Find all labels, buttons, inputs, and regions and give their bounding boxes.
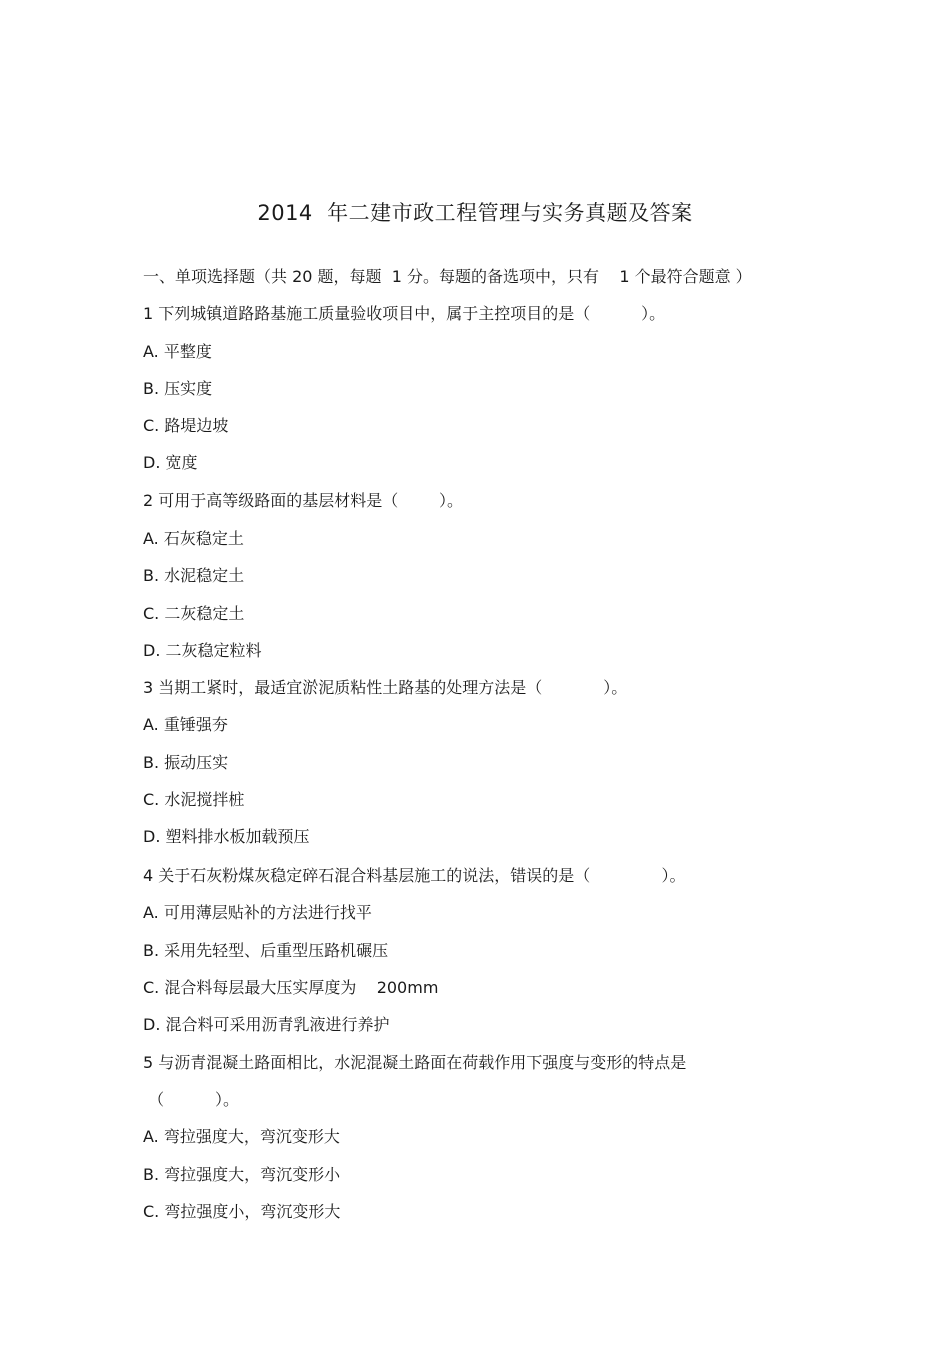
question-5-option-a: A. 弯拉强度大，弯沉变形大 [143, 1127, 340, 1146]
question-5-stem-continued: （ ）。 [143, 1090, 239, 1109]
question-4-option-a: A. 可用薄层贴补的方法进行找平 [143, 903, 372, 922]
question-2-option-a: A. 石灰稳定土 [143, 529, 244, 548]
question-5-stem: 5 与沥青混凝土路面相比，水泥混凝土路面在荷载作用下强度与变形的特点是 [143, 1053, 687, 1072]
question-2-option-b: B. 水泥稳定土 [143, 566, 245, 585]
section-heading: 一、单项选择题（共 20 题，每题 1 分。每题的备选项中，只有 1 个最符合题意 ） [143, 267, 752, 286]
question-3-option-b: B. 振动压实 [143, 753, 229, 772]
question-4-option-b: B. 采用先轻型、后重型压路机碾压 [143, 941, 389, 960]
question-3-option-d: D. 塑料排水板加载预压 [143, 827, 310, 846]
document-title: 2014 年二建市政工程管理与实务真题及答案 [257, 201, 693, 225]
question-3-option-a: A. 重锤强夯 [143, 715, 228, 734]
question-5-option-b: B. 弯拉强度大，弯沉变形小 [143, 1165, 341, 1184]
question-1-stem: 1 下列城镇道路路基施工质量验收项目中，属于主控项目的是（ ）。 [143, 304, 666, 323]
question-1-option-a: A. 平整度 [143, 342, 212, 361]
question-1-option-c: C. 路堤边坡 [143, 416, 229, 435]
question-4-stem: 4 关于石灰粉煤灰稳定碎石混合料基层施工的说法，错误的是（ ）。 [143, 866, 686, 885]
question-3-option-c: C. 水泥搅拌桩 [143, 790, 245, 809]
question-1-option-d: D. 宽度 [143, 453, 198, 472]
question-4-option-c: C. 混合料每层最大压实厚度为 200mm [143, 978, 439, 997]
question-5-option-c: C. 弯拉强度小，弯沉变形大 [143, 1202, 341, 1221]
question-1-option-b: B. 压实度 [143, 379, 213, 398]
question-4-option-d: D. 混合料可采用沥青乳液进行养护 [143, 1015, 390, 1034]
question-2-option-c: C. 二灰稳定土 [143, 604, 245, 623]
question-2-stem: 2 可用于高等级路面的基层材料是（ ）。 [143, 491, 463, 510]
question-3-stem: 3 当期工紧时，最适宜淤泥质粘性土路基的处理方法是（ ）。 [143, 678, 628, 697]
question-2-option-d: D. 二灰稳定粒料 [143, 641, 262, 660]
